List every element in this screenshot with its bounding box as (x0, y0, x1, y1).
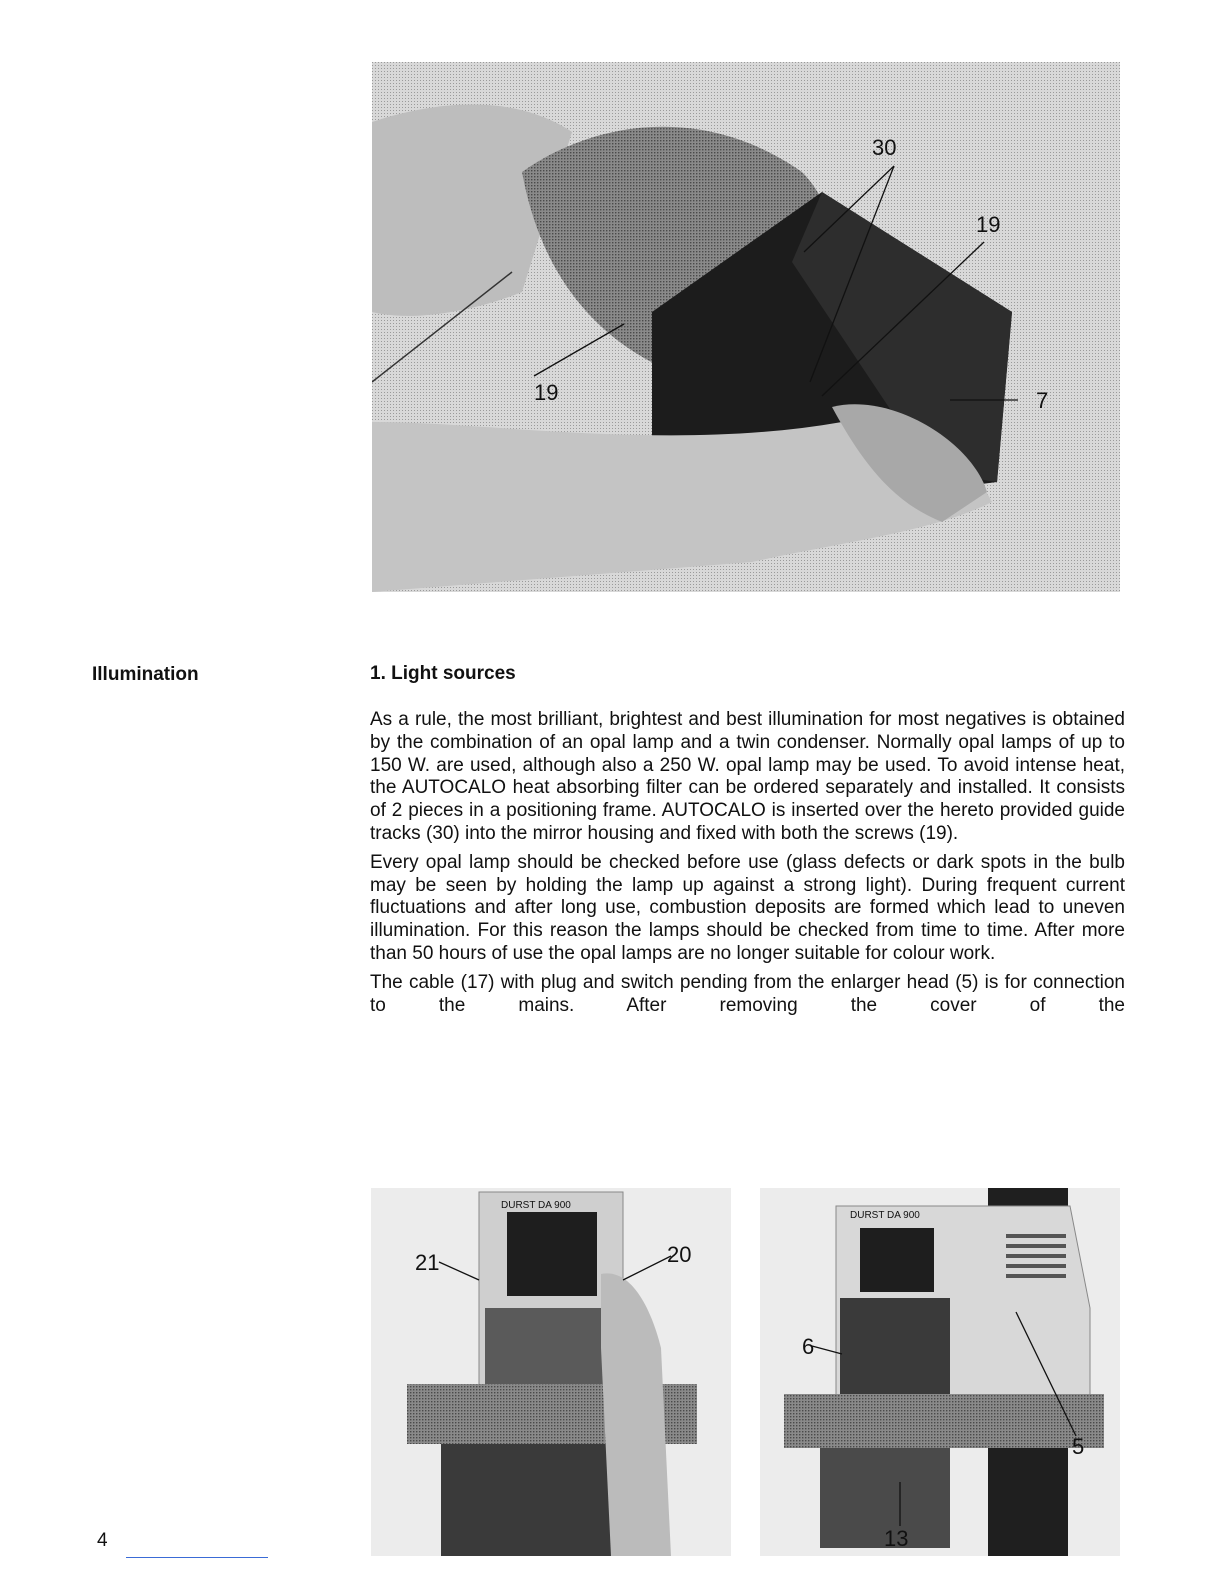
callout-30: 30 (872, 135, 897, 160)
side-heading: Illumination (92, 664, 199, 685)
photo-autocalo-insertion (372, 62, 1120, 592)
callout-20: 20 (667, 1242, 692, 1267)
callout-7: 7 (1036, 388, 1049, 413)
brand-label-right: DURST DA 900 (850, 1210, 920, 1221)
callout-5: 5 (1072, 1434, 1085, 1459)
callout-13: 13 (884, 1526, 909, 1551)
body-text (370, 709, 1125, 1023)
callout-19-left: 19 (534, 380, 559, 405)
callout-21: 21 (415, 1250, 440, 1275)
photo-enlarger-side (760, 1188, 1120, 1556)
footer-rule (126, 1557, 268, 1558)
paragraph-autocalo: As a rule, the most brilliant, brightest and best illumination for most negatives is obtained by the combination of an opal lamp and a twin condenser. Normally opal lamps of up to 150 W. are used, although also a 250 W. opal lamp may be used. To avoid intense heat, the AUTOCALO heat absorbing filter can be ordered separately and installed. It consists of 2 pieces in a positioning frame. AUTOCALO is inserted over the hereto provided guide tracks (30) into the mirror housing and fixed with both the screws (19). (370, 709, 1125, 844)
section-title: 1. Light sources (370, 663, 516, 684)
brand-label-left: DURST DA 900 (501, 1200, 571, 1211)
photo-enlarger-front (371, 1188, 731, 1556)
callout-6: 6 (802, 1334, 815, 1359)
paragraph-opal-lamp-check: Every opal lamp should be checked before use (glass defects or dark spots in the bulb may be seen by holding the lamp up against a strong light). During frequent current fluctuations and after long use, combustion deposits are formed which lead to uneven illumination. For this reason the lamps should be checked from time to time. After more than 50 hours of use the opal lamps are no longer suitable for colour work. (370, 851, 1125, 964)
paragraph-cable: The cable (17) with plug and switch pending from the enlarger head (5) is for connection to the mains. After removing the cover of the (370, 971, 1125, 1016)
page-number: 4 (97, 1530, 108, 1551)
callout-19-right: 19 (976, 212, 1001, 237)
